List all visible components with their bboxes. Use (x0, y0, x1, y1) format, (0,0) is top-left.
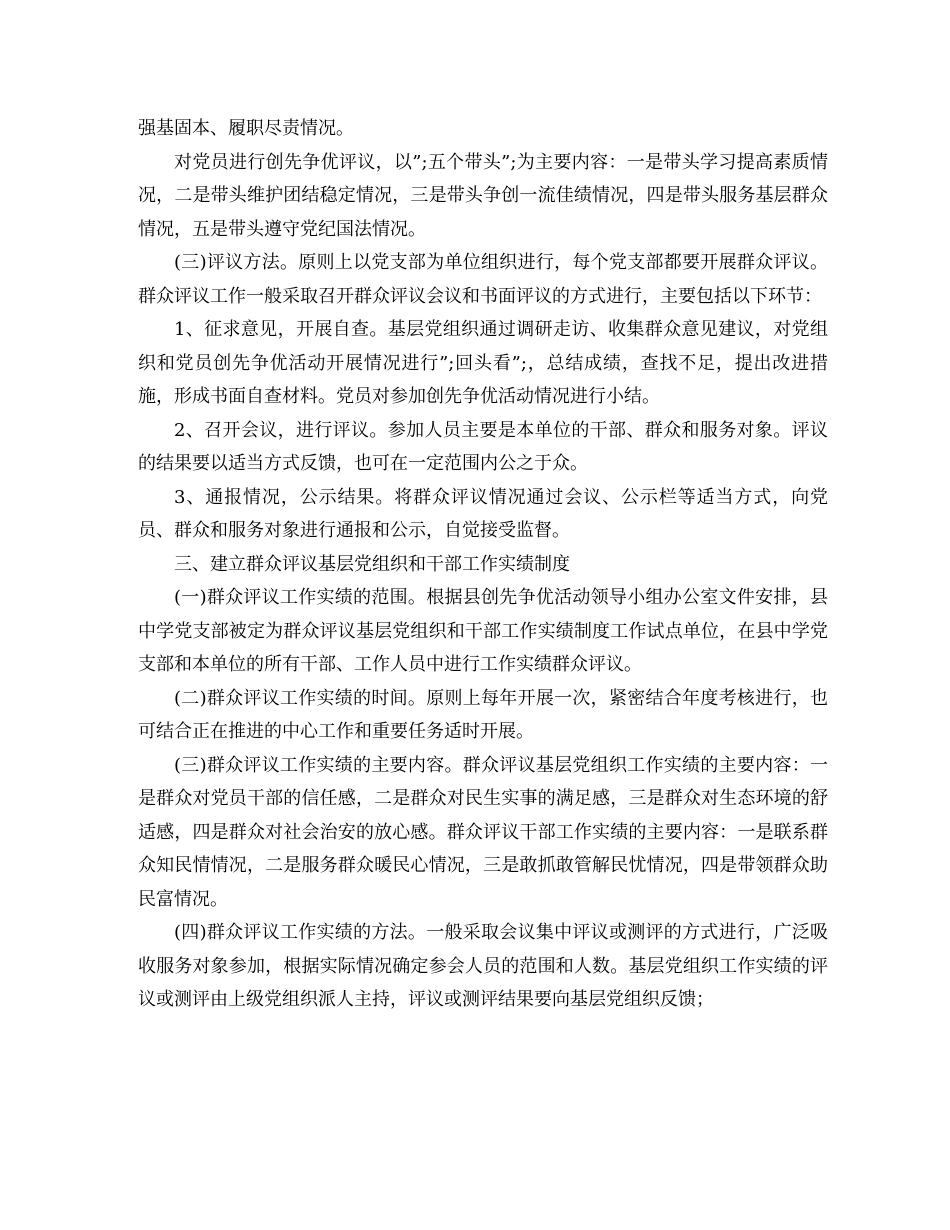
paragraph-6: 3、通报情况，公示结果。将群众评议情况通过会议、公示栏等适当方式，向党员、群众和服务对象进行通报和公示，自觉接受监督。 (138, 486, 828, 541)
paragraph-11: (四)群众评议工作实绩的方法。一般采取会议集中评议或测评的方式进行，广泛吸收服务对象参加，根据实际情况确定参会人员的范围和人数。基层党组织工作实绩的评议或测评由上级党组织派人主持，评议或测评结果要向基层党组织反馈； (138, 922, 828, 1010)
paragraph-2: 对党员进行创先争优评议，以”;五个带头”;为主要内容：一是带头学习提高素质情况，二是带头维护团结稳定情况，三是带头争创一流佳绩情况，四是带头服务基层群众情况，五是带头遵守党纪国法情况。 (138, 151, 828, 240)
paragraph-9: (二)群众评议工作实绩的时间。原则上每年开展一次，紧密结合年度考核进行，也可结合正在推进的中心工作和重要任务适时开展。 (138, 687, 828, 742)
paragraph-8: (一)群众评议工作实绩的范围。根据县创先争优活动领导小组办公室文件安排，县中学党支部被定为群众评议基层党组织和干部工作实绩制度工作试点单位，在县中学党支部和本单位的所有干部、工作人员中进行工作实绩群众评议。 (138, 587, 828, 675)
paragraph-3: (三)评议方法。原则上以党支部为单位组织进行，每个党支部都要开展群众评议。群众评议工作一般采取召开群众评议会议和书面评议的方式进行，主要包括以下环节： (138, 252, 828, 307)
paragraph-10: (三)群众评议工作实绩的主要内容。群众评议基层党组织工作实绩的主要内容：一是群众对党员干部的信任感，二是群众对民生实事的满足感，三是群众对生态环境的舒适感，四是群众对社会治安的放心感。群众评议干部工作实绩的主要内容：一是联系群众知民情情况，二是服务群众暖民心情况，三是敢抓敢管解民忧情况，四是带领群众助民富情况。 (138, 754, 828, 910)
section-heading: 三、建立群众评议基层党组织和干部工作实绩制度 (174, 553, 570, 575)
paragraph-4: 1、征求意见，开展自查。基层党组织通过调研走访、收集群众意见建议，对党组织和党员创先争优活动开展情况进行”;回头看”;，总结成绩，查找不足，提出改进措施，形成书面自查材料。党员对参加创先争优活动情况进行小结。 (138, 319, 828, 407)
paragraph-5: 2、召开会议，进行评议。参加人员主要是本单位的干部、群众和服务对象。评议的结果要以适当方式反馈，也可在一定范围内公之于众。 (138, 419, 828, 474)
document-body (138, 112, 828, 1017)
paragraph-1: 强基固本、履职尽责情况。 (138, 118, 354, 139)
